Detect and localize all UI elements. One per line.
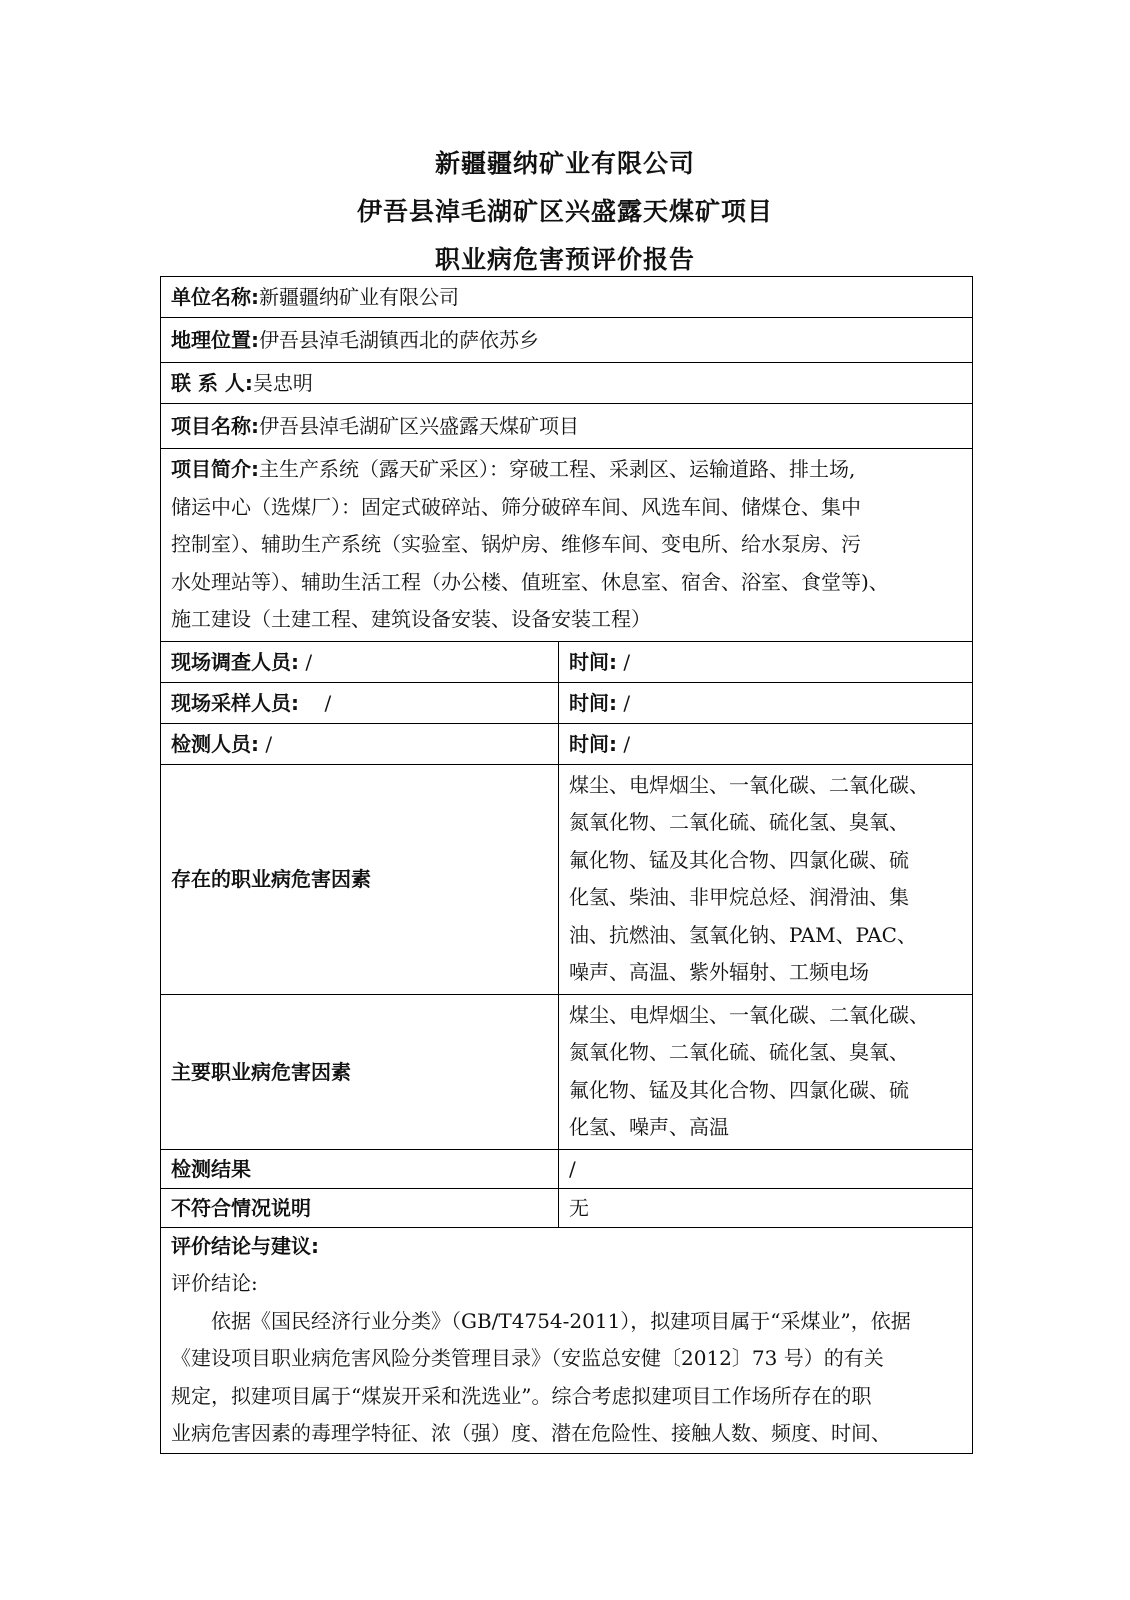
summary-line: 施工建设（土建工程、建筑设备安装、设备安装工程） [171,607,651,631]
report-form-table [160,276,973,1454]
company-title: 新疆疆纳矿业有限公司 [434,149,695,178]
hazard-line: 化氢、噪声、高温 [569,1115,729,1139]
hazard-line: 化氢、柴油、非甲烷总烃、润滑油、集 [569,885,909,909]
summary-row [161,449,973,642]
nonconformity-value: 无 [559,1188,973,1227]
conclusion-subtitle: 评价结论: [171,1271,258,1295]
unit-label: 单位名称: [171,285,259,309]
testing-row [161,723,973,764]
nonconformity-row [161,1188,973,1227]
testing-value: / [265,731,273,756]
survey-time-value: / [623,649,631,674]
hazard-line: 噪声、高温、紫外辐射、工频电场 [569,960,869,984]
summary-line: 控制室）、辅助生产系统（实验室、锅炉房、维修车间、变电所、给水泵房、污 [171,532,861,556]
summary-label: 项目简介: [171,457,259,481]
report-header [0,140,1130,284]
conclusion-row [161,1227,973,1453]
conclusion-line: 《建设项目职业病危害风险分类管理目录》（安监总安健〔2012〕73 号）的有关 [171,1346,884,1370]
survey-row [161,641,973,682]
hazards-exist-row [161,764,973,994]
sampling-time-value: / [623,690,631,715]
conclusion-title: 评价结论与建议: [171,1233,319,1258]
project-title: 伊吾县淖毛湖矿区兴盛露天煤矿项目 [356,197,773,226]
results-value: / [559,1149,973,1188]
project-name-value: 伊吾县淖毛湖矿区兴盛露天煤矿项目 [259,414,579,438]
hazard-line: 氟化物、锰及其化合物、四氯化碳、硫 [569,847,909,872]
hazards-main-label: 主要职业病危害因素 [161,994,559,1149]
survey-time-label: 时间: [569,649,617,674]
survey-label: 现场调查人员: [171,649,299,674]
project-name-label: 项目名称: [171,414,259,438]
location-row [161,318,973,363]
results-row [161,1149,973,1188]
summary-line: 水处理站等）、辅助生活工程（办公楼、值班室、休息室、宿舍、浴室、食堂等)、 [171,569,889,594]
project-name-row [161,404,973,449]
summary-line: 储运中心（选煤厂）：固定式破碎站、筛分破碎车间、风选车间、储煤仓、集中 [171,494,861,519]
unit-row [161,277,973,318]
conclusion-line: 业病危害因素的毒理学特征、浓（强）度、潜在危险性、接触人数、频度、时间、 [171,1421,891,1445]
hazard-line: 氮氧化物、二氧化硫、硫化氢、臭氧、 [569,810,909,834]
summary-line: 主生产系统（露天矿采区）：穿破工程、采剥区、运输道路、排土场, [259,457,856,481]
hazards-main-row [161,994,973,1149]
contact-label: 联 系 人: [171,371,253,395]
sampling-row [161,682,973,723]
hazard-line: 氮氧化物、二氧化硫、硫化氢、臭氧、 [569,1040,909,1064]
location-value: 伊吾县淖毛湖镇西北的萨依苏乡 [259,328,539,352]
hazard-line: 煤尘、电焊烟尘、一氧化碳、二氧化碳、 [569,772,929,797]
hazard-line: 煤尘、电焊烟尘、一氧化碳、二氧化碳、 [569,1002,929,1027]
report-title: 职业病危害预评价报告 [434,245,695,274]
testing-time-label: 时间: [569,731,617,756]
location-label: 地理位置: [171,328,259,352]
contact-value: 吴忠明 [252,371,313,395]
testing-label: 检测人员: [171,731,259,756]
unit-value: 新疆疆纳矿业有限公司 [259,285,459,309]
testing-time-value: / [623,731,631,756]
results-label: 检测结果 [161,1149,559,1188]
conclusion-line: 规定，拟建项目属于“煤炭开采和洗选业”。综合考虑拟建项目工作场所存在的职 [171,1383,872,1408]
survey-value: / [305,649,313,674]
conclusion-line: 依据《国民经济行业分类》（GB/T4754-2011），拟建项目属于“采煤业”，依据 [211,1308,911,1333]
nonconformity-label: 不符合情况说明 [161,1188,559,1227]
sampling-time-label: 时间: [569,690,617,715]
sampling-label: 现场采样人员: [171,690,299,715]
sampling-value: / [324,690,332,715]
hazards-exist-label: 存在的职业病危害因素 [161,764,559,994]
hazard-line: 氟化物、锰及其化合物、四氯化碳、硫 [569,1077,909,1102]
contact-row [161,363,973,404]
hazard-line: 油、抗燃油、氢氧化钠、PAM、PAC、 [569,922,917,947]
